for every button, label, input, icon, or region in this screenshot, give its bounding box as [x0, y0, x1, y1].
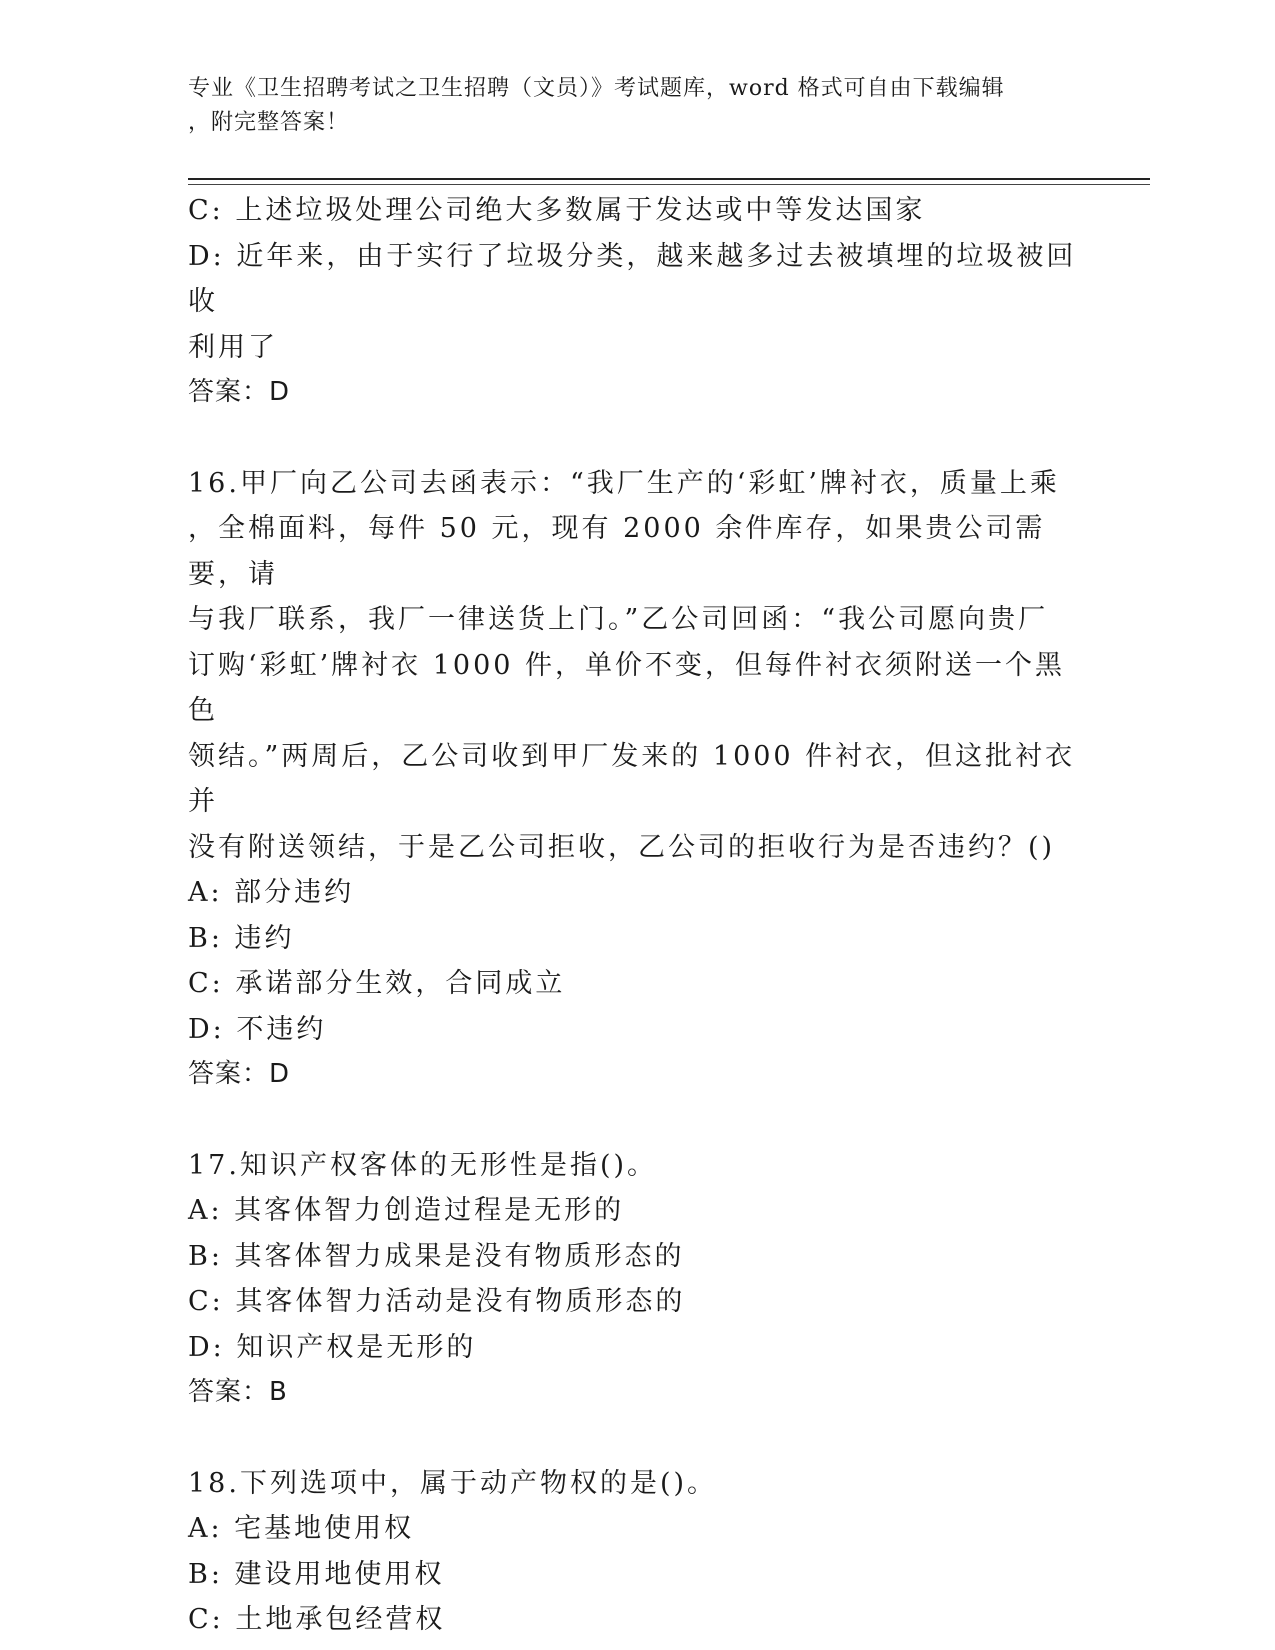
question-stem: 18.下列选项中，属于动产物权的是()。 [188, 1467, 718, 1499]
option-c: C: 土地承包经营权 [188, 1604, 446, 1635]
question-stem-line: 订购‘彩虹’牌衬衣 1000 件，单价不变，但每件衬衣须附送一个黑色 [188, 649, 1066, 726]
option-d-continued: 利用了 [188, 331, 278, 363]
option-d: D: 近年来，由于实行了垃圾分类，越来越多过去被填埋的垃圾被回收 [188, 240, 1077, 317]
answer: 答案：D [188, 1059, 291, 1089]
question-16 [188, 461, 1088, 1098]
question-18 [188, 1461, 1088, 1643]
header-line-2: ，附完整答案！ [188, 110, 350, 135]
header-line-1: 专业《卫生招聘考试之卫生招聘（文员）》考试题库，word 格式可自由下载编辑 [188, 76, 1005, 101]
option-d: D: 不违约 [188, 1013, 327, 1045]
option-c: C: 承诺部分生效，合同成立 [188, 968, 566, 999]
option-d: D: 知识产权是无形的 [188, 1331, 477, 1363]
question-content [188, 188, 1088, 1643]
option-c: C: 上述垃圾处理公司绝大多数属于发达或中等发达国家 [188, 195, 926, 226]
spacer [188, 1098, 1088, 1143]
answer: 答案：B [188, 1377, 288, 1407]
option-b: B: 其客体智力成果是没有物质形态的 [188, 1240, 685, 1272]
question-stem-line: 没有附送领结，于是乙公司拒收，乙公司的拒收行为是否违约？() [188, 831, 1056, 863]
question-17 [188, 1143, 1088, 1416]
question-stem-line: ，全棉面料，每件 50 元，现有 2000 余件库存，如果贵公司需要，请 [188, 513, 1046, 590]
option-b: B: 违约 [188, 922, 295, 954]
option-a: A: 部分违约 [188, 877, 355, 908]
option-a: A: 宅基地使用权 [188, 1513, 415, 1544]
question-stem: 17.知识产权客体的无形性是指()。 [188, 1149, 658, 1181]
spacer [188, 416, 1088, 461]
spacer [188, 1416, 1088, 1461]
header-divider-thin [188, 184, 1150, 185]
option-b: B: 建设用地使用权 [188, 1558, 445, 1590]
document-header [188, 72, 1068, 140]
option-a: A: 其客体智力创造过程是无形的 [188, 1195, 625, 1226]
question-stem-line: 与我厂联系，我厂一律送货上门。”乙公司回函：“我公司愿向贵厂 [188, 604, 1049, 635]
question-15 [188, 188, 1088, 416]
question-stem-line: 16.甲厂向乙公司去函表示：“我厂生产的‘彩虹’牌衬衣，质量上乘 [188, 467, 1060, 499]
question-stem-line: 领结。”两周后，乙公司收到甲厂发来的 1000 件衬衣，但这批衬衣并 [188, 740, 1076, 817]
header-divider-thick [188, 178, 1150, 180]
option-c: C: 其客体智力活动是没有物质形态的 [188, 1286, 686, 1317]
answer: 答案：D [188, 377, 291, 407]
